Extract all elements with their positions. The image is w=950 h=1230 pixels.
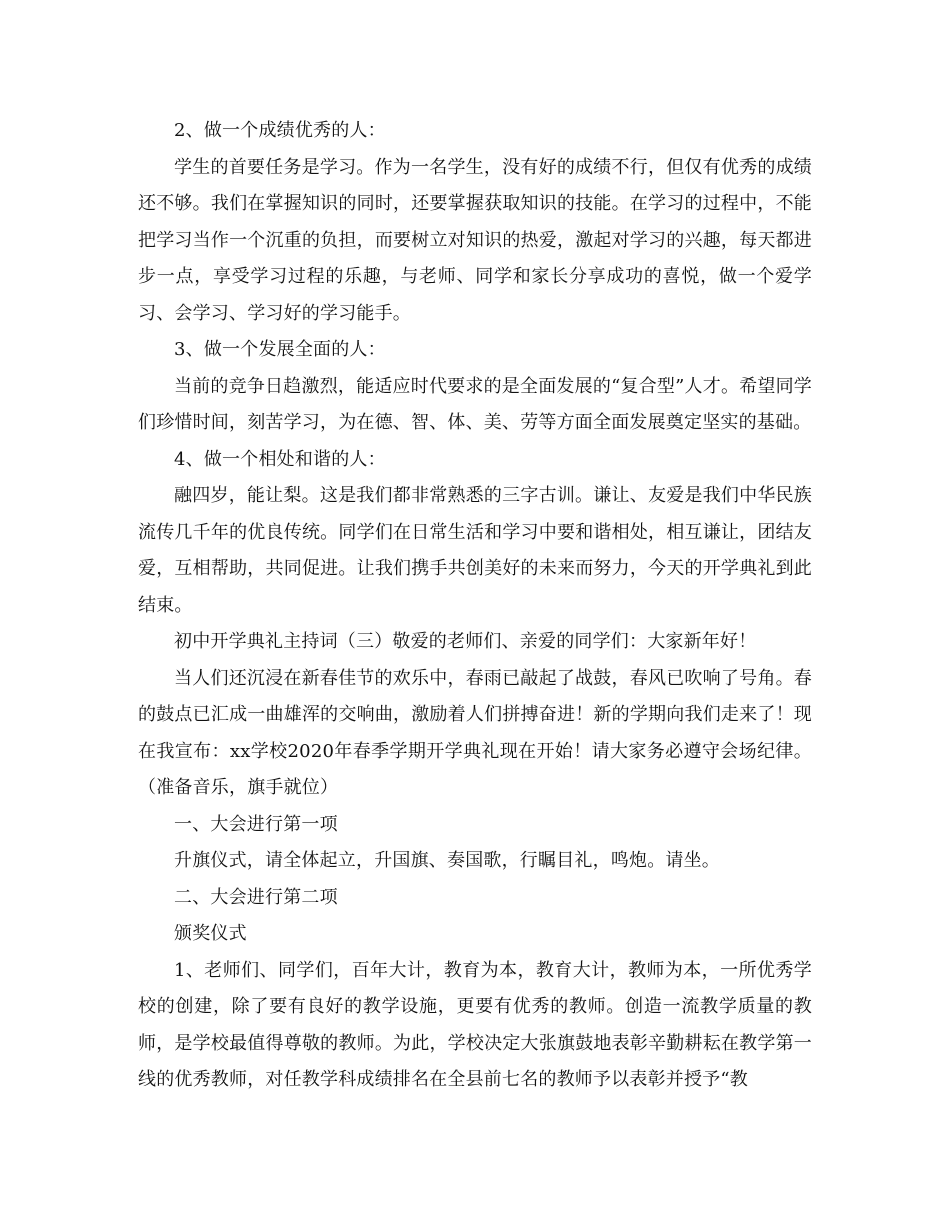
heading-excellent-grades: 2、做一个成绩优秀的人： <box>174 120 386 141</box>
heading-harmony: 4、做一个相处和谐的人： <box>174 448 386 470</box>
paragraph-study: 学生的首要任务是学习。作为一名学生，没有好的成绩不行，但仅有优秀的成绩还不够。我们在掌握知识的同时，还要掌握获取知识的技能。在学习的过程中，不能把学习当作一个沉重的负担，而要树立对知识的热爱，激起对学习的兴趣，每天都进步一点，享受学习过程的乐趣，与老师、同学和家长分享成功的喜悦，做一个爱学习、会学习、学习好的学习能手。 <box>138 156 812 324</box>
paragraph-award-ceremony: 颁奖仪式 <box>174 923 247 944</box>
paragraph-flag-ceremony: 升旗仪式，请全体起立，升国旗、奏国歌，行瞩目礼，鸣炮。请坐。 <box>174 850 720 871</box>
heading-item-one: 一、大会进行第一项 <box>174 813 338 835</box>
paragraph-host-speech-intro: 初中开学典礼主持词（三）敬爱的老师们、亲爱的同学们：大家新年好！ <box>174 631 757 652</box>
heading-item-two: 二、大会进行第二项 <box>174 886 338 908</box>
paragraph-harmony: 融四岁，能让梨。这是我们都非常熟悉的三字古训。谦让、友爱是我们中华民族流传几千年的优良传统。同学们在日常生活和学习中要和谐相处，相互谦让，团结友爱，互相帮助，共同促进。让我们携手共创美好的未来而努力，今天的开学典礼到此结束。 <box>138 485 812 616</box>
paragraph-development: 当前的竞争日趋激烈，能适应时代要求的是全面发展的“复合型”人才。希望同学们珍惜时间，刻苦学习，为在德、智、体、美、劳等方面全面发展奠定坚实的基础。 <box>138 375 812 433</box>
document-body <box>138 113 812 1099</box>
heading-all-round-development: 3、做一个发展全面的人： <box>174 339 386 360</box>
paragraph-opening-announcement: 当人们还沉浸在新春佳节的欢乐中，春雨已敲起了战鼓，春风已吹响了号角。春的鼓点已汇成一曲雄浑的交响曲，激励着人们拼搏奋进！新的学期向我们走来了！现在我宣布：xx学校2020年春季学期开学典礼现在开始！请大家务必遵守会场纪律。（准备音乐，旗手就位） <box>138 667 812 798</box>
paragraph-teacher-awards: 1、老师们、同学们，百年大计，教育为本，教育大计，教师为本，一所优秀学校的创建，除了要有良好的教学设施，更要有优秀的教师。创造一流教学质量的教师，是学校最值得尊敬的教师。为此，学校决定大张旗鼓地表彰辛勤耕耘在教学第一线的优秀教师，对任教学科成绩排名在全县前七名的教师予以表彰并授予“教 <box>138 959 812 1090</box>
